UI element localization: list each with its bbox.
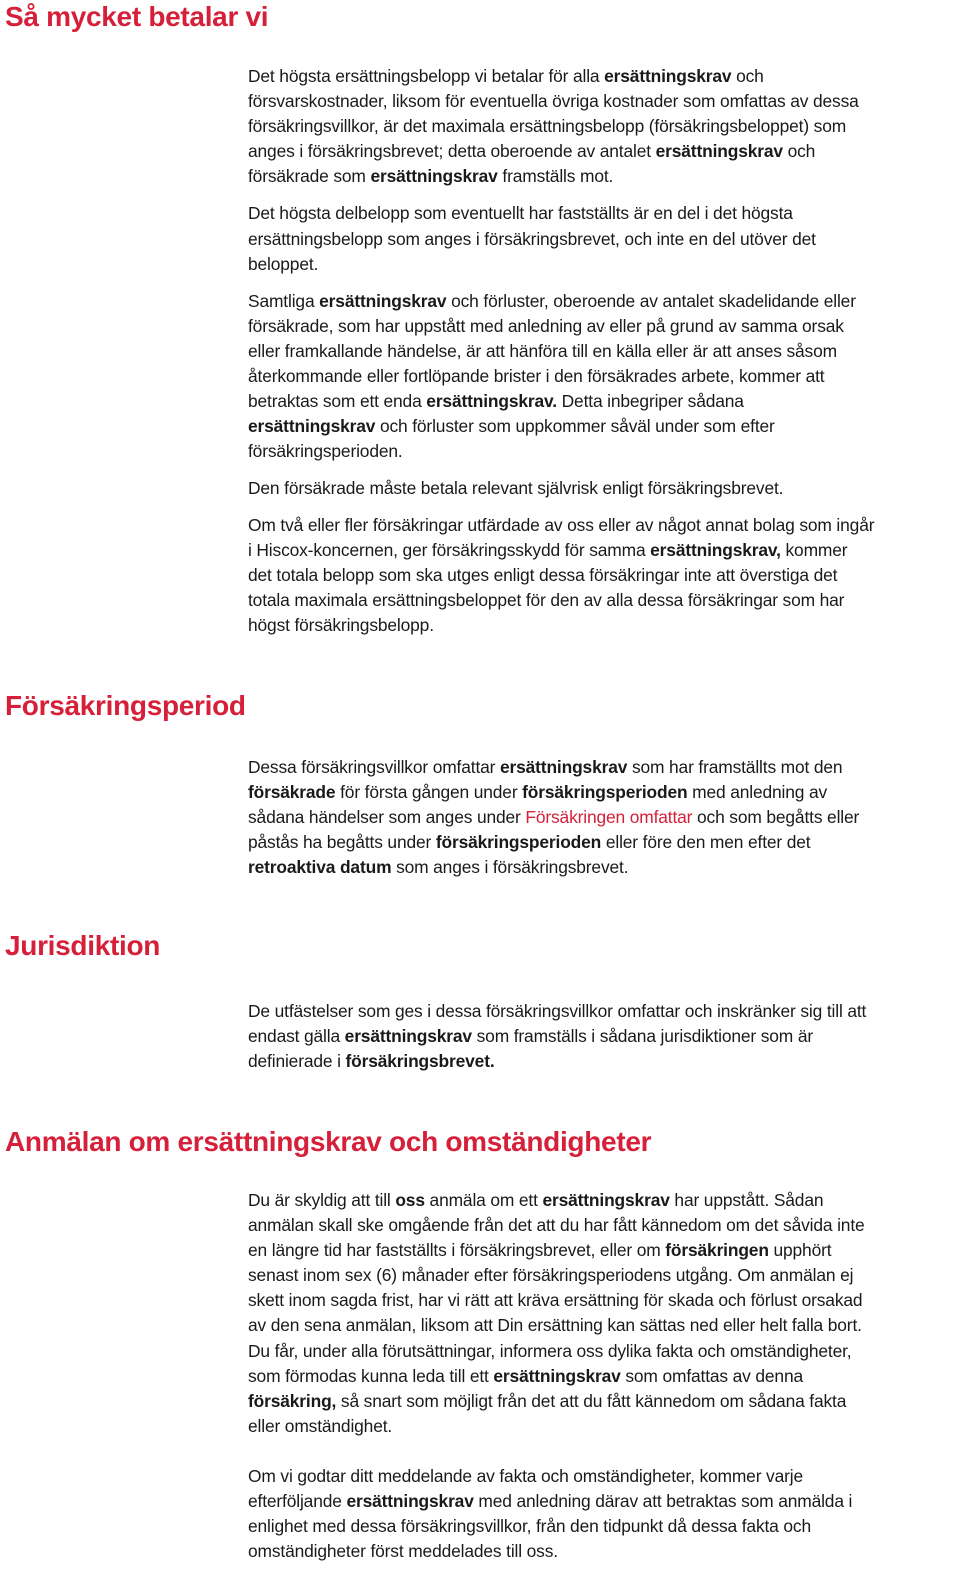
- text-line: [248, 364, 958, 389]
- text-run: som anges i försäkringsbrevet.: [391, 857, 629, 878]
- text-run: och förluster som uppkommer såväl under som efter: [375, 416, 775, 437]
- text-line: [248, 755, 958, 780]
- text-run: av den sena anmälan, liksom att Din ersättning kan sättas ned eller helt falla bort.: [248, 1315, 862, 1336]
- text-run: har uppstått. Sådan: [669, 1190, 824, 1210]
- section-heading-jurisdiktion: Jurisdiktion: [5, 930, 161, 961]
- text-line: [248, 314, 958, 339]
- text-run: anges i försäkringsbrevet; detta oberoende av antalet: [248, 141, 656, 162]
- defined-term: ersättningskrav: [499, 757, 628, 777]
- text-run: anmäla om ett: [424, 1190, 543, 1210]
- text-run: som förmodas kunna leda till ett: [248, 1365, 494, 1386]
- defined-term: ersättningskrav: [370, 166, 498, 187]
- section-heading-anmalan: Anmälan om ersättningskrav och omständigheter: [5, 1126, 652, 1157]
- text-run: kommer: [780, 539, 848, 560]
- defined-term: ersättningskrav: [493, 1365, 621, 1386]
- section-body-forsakringsperiod: [248, 755, 958, 880]
- text-line: [248, 64, 958, 89]
- defined-term: ersättningskrav: [248, 416, 376, 437]
- text-line: [248, 538, 958, 563]
- text-run: senast inom sex (6) månader efter försäkringsperiodens utgång. Om anmälan ej: [248, 1265, 854, 1286]
- text-run: omständigheter först meddelades till oss.: [248, 1541, 558, 1562]
- defined-term: ersättningskrav: [319, 290, 447, 311]
- text-line: [248, 89, 958, 114]
- text-run: så snart som möjligt från det att du fått kännedom om sådana fakta: [336, 1390, 847, 1411]
- text-run: försäkringsperioden.: [248, 441, 403, 462]
- text-line: [248, 1414, 958, 1439]
- text-run: beloppet.: [248, 253, 319, 274]
- defined-term: försäkringen: [665, 1240, 769, 1261]
- text-run: Det högsta delbelopp som eventuellt har fastställts är en del i det högsta: [248, 203, 793, 224]
- text-line: [248, 114, 958, 139]
- text-line: [248, 830, 958, 855]
- text-line: [248, 1049, 958, 1074]
- text-run: Det högsta ersättningsbelopp vi betalar för alla: [248, 66, 605, 86]
- text-line: [248, 252, 958, 277]
- section-body-jurisdiktion: [248, 999, 958, 1074]
- text-run: påstås ha begåtts under: [248, 832, 436, 853]
- text-line: [248, 1213, 958, 1238]
- text-line: [248, 805, 958, 830]
- defined-term: ersättningskrav: [655, 141, 783, 162]
- text-run: som omfattas av denna: [620, 1365, 803, 1386]
- text-line: [248, 389, 958, 414]
- defined-term: försäkringsperioden: [435, 832, 602, 853]
- text-run: upphört: [768, 1240, 832, 1261]
- text-line: [248, 414, 958, 439]
- text-line: [248, 339, 958, 364]
- text-line: [248, 613, 958, 638]
- paragraph: [248, 64, 958, 189]
- defined-term: ersättningskrav: [346, 1491, 474, 1512]
- text-run: för första gången under: [335, 782, 523, 803]
- text-run: försvarskostnader, liksom för eventuella övriga kostnader som omfattas av dessa: [248, 91, 859, 112]
- text-run: eller framkallande händelse, är att hänföra till en källa eller är att anses såsom: [248, 340, 837, 361]
- text-run: och: [782, 141, 816, 162]
- defined-term: försäkringsperioden: [522, 782, 688, 803]
- text-line: [248, 1364, 958, 1389]
- text-run: med anledning därav att betraktas som anmälda i: [473, 1491, 853, 1512]
- text-run: som framställs i sådana jurisdiktioner som är: [471, 1026, 813, 1047]
- text-run: och som begåtts eller: [692, 807, 860, 828]
- text-line: [248, 563, 958, 588]
- text-line: [248, 1464, 958, 1489]
- text-run: som har framställts mot den: [627, 757, 843, 777]
- defined-term: försäkring,: [248, 1390, 337, 1411]
- text-run: eller före den men efter det: [601, 832, 811, 853]
- text-line: [248, 1514, 958, 1539]
- text-run: högst försäkringsbelopp.: [248, 614, 434, 635]
- text-run: Du är skyldig att till: [248, 1190, 396, 1210]
- text-line: [248, 1188, 958, 1213]
- text-run: en längre tid har fastställts i försäkringsbrevet, eller om: [248, 1240, 666, 1261]
- paragraph: [248, 999, 958, 1074]
- text-line: [248, 780, 958, 805]
- defined-term: oss: [395, 1190, 425, 1210]
- text-line: [248, 1539, 958, 1564]
- defined-term: försäkringsbrevet.: [345, 1051, 495, 1072]
- text-run: Om två eller fler försäkringar utfärdade av oss eller av något annat bolag som ingår: [248, 514, 875, 535]
- defined-term: försäkrade: [248, 782, 336, 803]
- defined-term: ersättningskrav: [542, 1190, 670, 1210]
- text-run: det totala belopp som ska utges enligt dessa försäkringar inte att överstiga det: [248, 564, 838, 585]
- text-line: [248, 513, 958, 538]
- text-line: [248, 999, 958, 1024]
- text-run: enlighet med dessa försäkringsvillkor, från den tidpunkt då dessa fakta och: [248, 1516, 811, 1537]
- text-run: anmälan skall ske omgående från det att du har fått kännedom om det såvida inte: [248, 1215, 865, 1236]
- text-run: och: [731, 66, 764, 86]
- paragraph: [248, 289, 958, 465]
- text-run: Samtliga: [248, 290, 320, 311]
- text-run: försäkrade, som har uppstått med anledning av eller på grund av samma orsak: [248, 315, 844, 336]
- paragraph: [248, 513, 958, 638]
- text-line: [248, 139, 958, 164]
- text-run: betraktas som ett enda: [248, 391, 427, 412]
- text-line: [248, 201, 958, 226]
- text-line: [248, 1024, 958, 1049]
- text-line: [248, 1389, 958, 1414]
- paragraph: [248, 1464, 958, 1564]
- text-run: med anledning av: [687, 782, 828, 803]
- section-body-anmalan: [248, 1188, 958, 1564]
- text-run: Om vi godtar ditt meddelande av fakta och omständigheter, kommer varje: [248, 1465, 803, 1486]
- paragraph: [248, 201, 958, 276]
- text-line: [248, 1313, 958, 1338]
- text-line: [248, 588, 958, 613]
- section-heading-forsakringsperiod: Försäkringsperiod: [5, 690, 246, 721]
- text-run: försäkringsvillkor, är det maximala ersättningsbelopp (försäkringsbeloppet) som: [248, 116, 847, 137]
- text-run: eller omständighet.: [248, 1415, 393, 1436]
- text-run: efterföljande: [248, 1491, 347, 1512]
- defined-term: ersättningskrav.: [426, 391, 557, 412]
- text-run: Den försäkrade måste betala relevant självrisk enligt försäkringsbrevet.: [248, 478, 784, 499]
- text-line: [248, 289, 958, 314]
- defined-term: ersättningskrav: [344, 1026, 472, 1047]
- text-run: Du får, under alla förutsättningar, informera oss dylika fakta och omständigheter,: [248, 1340, 852, 1361]
- text-run: skett inom sagda frist, har vi rätt att kräva ersättning för skada och förlust orsakad: [248, 1290, 863, 1311]
- text-run: framställs mot.: [497, 166, 614, 187]
- text-run: i Hiscox-koncernen, ger försäkringsskydd för samma: [248, 539, 651, 560]
- text-run: Detta inbegriper sådana: [556, 391, 744, 412]
- section-body-sa-mycket-betalar-vi: [248, 64, 958, 638]
- text-run: definierade i: [248, 1051, 346, 1072]
- text-run: totala maximala ersättningsbeloppet för den av alla dessa försäkringar som har: [248, 589, 845, 610]
- paragraph: [248, 1188, 958, 1439]
- text-line: [248, 1489, 958, 1514]
- text-line: [248, 227, 958, 252]
- text-line: [248, 1288, 958, 1313]
- text-run: och förluster, oberoende av antalet skadelidande eller: [446, 290, 856, 311]
- defined-term: ersättningskrav: [604, 66, 732, 86]
- text-run: ersättningsbelopp som anges i försäkringsbrevet, och inte en del utöver det: [248, 228, 816, 249]
- text-line: [248, 439, 958, 464]
- text-line: [248, 164, 958, 189]
- defined-term: ersättningskrav,: [650, 539, 781, 560]
- text-line: [248, 476, 958, 501]
- text-line: [248, 1339, 958, 1364]
- paragraph: [248, 755, 958, 880]
- paragraph: [248, 476, 958, 501]
- text-run: sådana händelser som anges under: [248, 807, 526, 828]
- text-run: Dessa försäkringsvillkor omfattar: [248, 757, 500, 777]
- text-run: De utfästelser som ges i dessa försäkringsvillkor omfattar och inskränker sig till att: [248, 1001, 867, 1021]
- section-heading-sa-mycket-betalar-vi: Så mycket betalar vi: [5, 1, 269, 32]
- defined-term: retroaktiva datum: [248, 857, 392, 878]
- text-run: återkommande eller fortlöpande brister i den försäkrades arbete, kommer att: [248, 366, 825, 387]
- text-run: endast gälla: [248, 1026, 345, 1047]
- text-line: [248, 855, 958, 880]
- text-line: [248, 1263, 958, 1288]
- cross-reference-link: Försäkringen omfattar: [525, 807, 693, 828]
- text-line: [248, 1238, 958, 1263]
- text-run: försäkrade som: [248, 166, 371, 187]
